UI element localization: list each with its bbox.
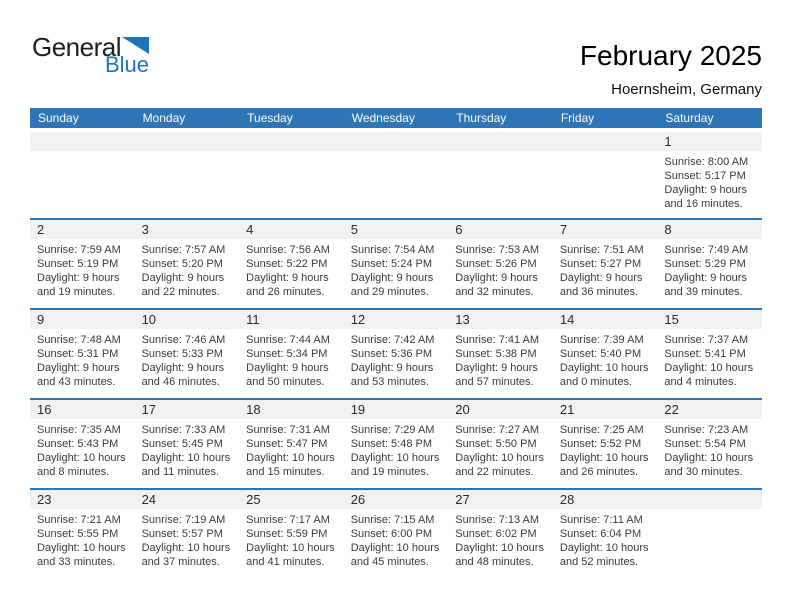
day-number (239, 132, 344, 151)
day-cell-3 (135, 220, 240, 308)
day-info (448, 239, 553, 299)
daylight-text-line1: Daylight: 10 hours (664, 362, 754, 374)
day-number: 21 (553, 400, 658, 419)
sunrise-text: Sunrise: 7:56 AM (246, 244, 330, 256)
day-info (344, 419, 449, 479)
day-info (344, 329, 449, 389)
sunrise-text: Sunrise: 7:59 AM (37, 244, 121, 256)
day-number: 23 (30, 490, 135, 509)
page-header (0, 0, 792, 98)
daylight-text-line2: and 30 minutes. (664, 466, 743, 478)
daylight-text-line1: Daylight: 10 hours (141, 542, 231, 554)
daylight-text-line2: and 4 minutes. (664, 376, 737, 388)
sunrise-text: Sunrise: 7:11 AM (559, 514, 643, 526)
sunrise-text: Sunrise: 7:29 AM (350, 424, 435, 436)
day-cell-22 (657, 400, 762, 488)
day-cell-empty (239, 132, 344, 218)
day-cell-8 (657, 220, 762, 308)
day-cell-empty (553, 132, 658, 218)
daylight-text-line1: Daylight: 9 hours (37, 272, 120, 284)
day-cell-14 (553, 310, 658, 398)
daylight-text-line1: Daylight: 10 hours (246, 542, 335, 554)
daylight-text-line2: and 50 minutes. (246, 376, 325, 388)
day-cell-empty (344, 132, 449, 218)
daylight-text-line2: and 26 minutes. (559, 466, 639, 478)
day-number (344, 132, 449, 151)
day-info (239, 329, 344, 389)
sunrise-text: Sunrise: 7:13 AM (455, 514, 540, 526)
daylight-text-line2: and 41 minutes. (246, 556, 325, 568)
daylight-text-line2: and 46 minutes. (141, 376, 220, 388)
week-row-1 (30, 132, 762, 218)
day-number: 2 (30, 220, 135, 239)
sunrise-text: Sunrise: 7:23 AM (664, 424, 749, 436)
day-cell-16 (30, 400, 135, 488)
weekday-header-thursday: Thursday (456, 111, 507, 125)
daylight-text-line1: Daylight: 9 hours (350, 272, 434, 284)
day-cell-17 (135, 400, 240, 488)
daylight-text-line1: Daylight: 9 hours (559, 272, 643, 284)
day-cell-12 (344, 310, 449, 398)
daylight-text-line2: and 37 minutes. (141, 556, 220, 568)
day-cell-4 (239, 220, 344, 308)
day-info (239, 239, 344, 299)
day-number: 1 (657, 132, 762, 151)
weekday-header-monday: Monday (142, 111, 186, 125)
day-info (344, 509, 449, 569)
sunrise-text: Sunrise: 7:57 AM (141, 244, 226, 256)
day-number: 17 (135, 400, 240, 419)
sunset-text: Sunset: 5:38 PM (455, 348, 537, 360)
sunrise-text: Sunrise: 7:31 AM (246, 424, 330, 436)
day-info (239, 509, 344, 569)
daylight-text-line1: Daylight: 9 hours (455, 362, 538, 374)
daylight-text-line2: and 29 minutes. (350, 286, 429, 298)
day-cell-18 (239, 400, 344, 488)
daylight-text-line2: and 26 minutes. (246, 286, 325, 298)
daylight-text-line1: Daylight: 10 hours (455, 452, 544, 464)
day-info (657, 151, 762, 211)
daylight-text-line2: and 19 minutes. (350, 466, 429, 478)
sunrise-text: Sunrise: 7:21 AM (37, 514, 121, 526)
day-number: 28 (553, 490, 658, 509)
day-cell-23 (30, 490, 135, 578)
daylight-text-line1: Daylight: 10 hours (559, 362, 649, 374)
daylight-text-line1: Daylight: 9 hours (246, 272, 329, 284)
day-number (30, 132, 135, 151)
day-number: 12 (344, 310, 449, 329)
day-cell-11 (239, 310, 344, 398)
sunset-text: Sunset: 5:59 PM (246, 528, 328, 540)
day-info (30, 419, 135, 479)
day-cell-13 (448, 310, 553, 398)
day-cell-24 (135, 490, 240, 578)
daylight-text-line2: and 16 minutes. (664, 198, 743, 210)
day-number: 24 (135, 490, 240, 509)
day-info (135, 509, 240, 569)
day-number: 18 (239, 400, 344, 419)
sunset-text: Sunset: 5:48 PM (350, 438, 433, 450)
day-cell-1 (657, 132, 762, 218)
day-number: 19 (344, 400, 449, 419)
day-info (239, 419, 344, 479)
daylight-text-line2: and 32 minutes. (455, 286, 534, 298)
daylight-text-line1: Daylight: 9 hours (141, 362, 225, 374)
week-row-5 (30, 488, 762, 578)
sunset-text: Sunset: 5:57 PM (141, 528, 223, 540)
day-number: 16 (30, 400, 135, 419)
day-cell-empty (448, 132, 553, 218)
daylight-text-line1: Daylight: 10 hours (559, 542, 649, 554)
day-number: 13 (448, 310, 553, 329)
sunset-text: Sunset: 5:20 PM (141, 258, 223, 270)
weekday-header-friday: Friday (560, 111, 595, 125)
day-info (344, 239, 449, 299)
daylight-text-line1: Daylight: 10 hours (559, 452, 649, 464)
sunset-text: Sunset: 5:19 PM (37, 258, 119, 270)
weekday-header-tuesday: Tuesday (247, 111, 293, 125)
sunset-text: Sunset: 5:50 PM (455, 438, 537, 450)
sunrise-text: Sunrise: 7:33 AM (141, 424, 226, 436)
sunset-text: Sunset: 5:41 PM (664, 348, 746, 360)
day-cell-empty (30, 132, 135, 218)
day-number: 27 (448, 490, 553, 509)
sunset-text: Sunset: 5:55 PM (37, 528, 119, 540)
sunrise-text: Sunrise: 8:00 AM (664, 156, 749, 168)
title-block (580, 34, 762, 98)
sunrise-text: Sunrise: 7:17 AM (246, 514, 330, 526)
day-info (657, 419, 762, 479)
sunrise-text: Sunrise: 7:37 AM (664, 334, 749, 346)
day-number: 5 (344, 220, 449, 239)
day-info (135, 239, 240, 299)
daylight-text-line2: and 19 minutes. (37, 286, 116, 298)
daylight-text-line1: Daylight: 10 hours (37, 452, 126, 464)
general-blue-logo (32, 34, 149, 76)
daylight-text-line1: Daylight: 9 hours (350, 362, 434, 374)
sunset-text: Sunset: 5:33 PM (141, 348, 223, 360)
logo-word-blue: Blue (104, 52, 149, 77)
day-number: 22 (657, 400, 762, 419)
sunrise-text: Sunrise: 7:27 AM (455, 424, 540, 436)
week-row-2 (30, 218, 762, 308)
sunset-text: Sunset: 5:47 PM (246, 438, 328, 450)
day-number: 14 (553, 310, 658, 329)
day-cell-27 (448, 490, 553, 578)
day-number: 15 (657, 310, 762, 329)
day-number: 8 (657, 220, 762, 239)
sunset-text: Sunset: 5:26 PM (455, 258, 537, 270)
daylight-text-line2: and 52 minutes. (559, 556, 639, 568)
calendar (30, 108, 762, 578)
sunrise-text: Sunrise: 7:46 AM (141, 334, 226, 346)
sunset-text: Sunset: 5:52 PM (559, 438, 642, 450)
daylight-text-line2: and 33 minutes. (37, 556, 116, 568)
day-cell-20 (448, 400, 553, 488)
day-info (553, 239, 658, 299)
daylight-text-line1: Daylight: 10 hours (246, 452, 335, 464)
daylight-text-line1: Daylight: 10 hours (350, 542, 440, 554)
week-row-4 (30, 398, 762, 488)
sunrise-text: Sunrise: 7:19 AM (141, 514, 226, 526)
daylight-text-line1: Daylight: 9 hours (664, 184, 747, 196)
day-cell-empty (135, 132, 240, 218)
sunset-text: Sunset: 5:31 PM (37, 348, 119, 360)
day-number (448, 132, 553, 151)
sunset-text: Sunset: 5:54 PM (664, 438, 746, 450)
day-info (553, 419, 658, 479)
day-info (30, 239, 135, 299)
weekday-header-sunday: Sunday (38, 111, 79, 125)
sunrise-text: Sunrise: 7:53 AM (455, 244, 540, 256)
daylight-text-line2: and 39 minutes. (664, 286, 743, 298)
page-title: February 2025 (579, 40, 762, 71)
daylight-text-line2: and 36 minutes. (559, 286, 639, 298)
day-cell-28 (553, 490, 658, 578)
daylight-text-line2: and 53 minutes. (350, 376, 429, 388)
day-number: 4 (239, 220, 344, 239)
weekday-header-saturday: Saturday (665, 111, 714, 125)
day-info (448, 509, 553, 569)
daylight-text-line2: and 57 minutes. (455, 376, 534, 388)
daylight-text-line2: and 48 minutes. (455, 556, 534, 568)
day-info (657, 329, 762, 389)
day-info (135, 419, 240, 479)
day-number (135, 132, 240, 151)
logo-word-general: General (32, 32, 121, 62)
day-number: 3 (135, 220, 240, 239)
day-number (553, 132, 658, 151)
day-number: 11 (239, 310, 344, 329)
daylight-text-line2: and 43 minutes. (37, 376, 116, 388)
day-info (30, 509, 135, 569)
sunset-text: Sunset: 5:36 PM (350, 348, 433, 360)
week-row-3 (30, 308, 762, 398)
sunset-text: Sunset: 5:27 PM (559, 258, 642, 270)
sunrise-text: Sunrise: 7:54 AM (350, 244, 435, 256)
sunrise-text: Sunrise: 7:39 AM (559, 334, 644, 346)
day-info (30, 329, 135, 389)
day-cell-15 (657, 310, 762, 398)
day-number: 7 (553, 220, 658, 239)
daylight-text-line2: and 22 minutes. (455, 466, 534, 478)
sunrise-text: Sunrise: 7:42 AM (350, 334, 435, 346)
day-number: 10 (135, 310, 240, 329)
sunset-text: Sunset: 6:00 PM (350, 528, 433, 540)
sunrise-text: Sunrise: 7:44 AM (246, 334, 330, 346)
sunset-text: Sunset: 6:04 PM (559, 528, 642, 540)
sunrise-text: Sunrise: 7:15 AM (350, 514, 435, 526)
sunset-text: Sunset: 5:43 PM (37, 438, 119, 450)
sunset-text: Sunset: 5:24 PM (350, 258, 433, 270)
day-cell-empty (657, 490, 762, 578)
weeks-container (30, 132, 762, 578)
daylight-text-line2: and 8 minutes. (37, 466, 110, 478)
daylight-text-line1: Daylight: 10 hours (141, 452, 231, 464)
daylight-text-line2: and 0 minutes. (559, 376, 632, 388)
sunrise-text: Sunrise: 7:41 AM (455, 334, 540, 346)
daylight-text-line1: Daylight: 9 hours (664, 272, 747, 284)
day-cell-5 (344, 220, 449, 308)
page-subtitle: Hoernsheim, Germany (611, 81, 762, 98)
day-info (448, 329, 553, 389)
daylight-text-line1: Daylight: 9 hours (141, 272, 225, 284)
sunrise-text: Sunrise: 7:48 AM (37, 334, 121, 346)
sunrise-text: Sunrise: 7:25 AM (559, 424, 644, 436)
sunset-text: Sunset: 5:17 PM (664, 170, 746, 182)
day-info (657, 239, 762, 299)
day-info (553, 509, 658, 569)
daylight-text-line2: and 11 minutes. (141, 466, 220, 478)
day-number: 26 (344, 490, 449, 509)
day-cell-7 (553, 220, 658, 308)
daylight-text-line1: Daylight: 10 hours (664, 452, 754, 464)
sunset-text: Sunset: 6:02 PM (455, 528, 537, 540)
weekday-header-row (30, 108, 762, 128)
daylight-text-line1: Daylight: 10 hours (37, 542, 126, 554)
day-info (448, 419, 553, 479)
day-cell-10 (135, 310, 240, 398)
daylight-text-line1: Daylight: 10 hours (350, 452, 440, 464)
day-cell-26 (344, 490, 449, 578)
daylight-text-line2: and 45 minutes. (350, 556, 429, 568)
sunset-text: Sunset: 5:34 PM (246, 348, 328, 360)
day-cell-9 (30, 310, 135, 398)
sunrise-text: Sunrise: 7:51 AM (559, 244, 644, 256)
day-cell-19 (344, 400, 449, 488)
day-cell-21 (553, 400, 658, 488)
sunset-text: Sunset: 5:45 PM (141, 438, 223, 450)
sunset-text: Sunset: 5:29 PM (664, 258, 746, 270)
daylight-text-line1: Daylight: 10 hours (455, 542, 544, 554)
daylight-text-line1: Daylight: 9 hours (37, 362, 120, 374)
day-cell-6 (448, 220, 553, 308)
sunrise-text: Sunrise: 7:49 AM (664, 244, 749, 256)
daylight-text-line2: and 15 minutes. (246, 466, 325, 478)
day-info (135, 329, 240, 389)
day-number: 6 (448, 220, 553, 239)
daylight-text-line2: and 22 minutes. (141, 286, 220, 298)
sunset-text: Sunset: 5:40 PM (559, 348, 642, 360)
day-cell-2 (30, 220, 135, 308)
sunrise-text: Sunrise: 7:35 AM (37, 424, 121, 436)
day-number: 20 (448, 400, 553, 419)
day-cell-25 (239, 490, 344, 578)
weekday-header-wednesday: Wednesday (351, 111, 415, 125)
day-number (657, 490, 762, 509)
day-number: 25 (239, 490, 344, 509)
day-number: 9 (30, 310, 135, 329)
sunset-text: Sunset: 5:22 PM (246, 258, 328, 270)
daylight-text-line1: Daylight: 9 hours (455, 272, 538, 284)
day-info (553, 329, 658, 389)
daylight-text-line1: Daylight: 9 hours (246, 362, 329, 374)
